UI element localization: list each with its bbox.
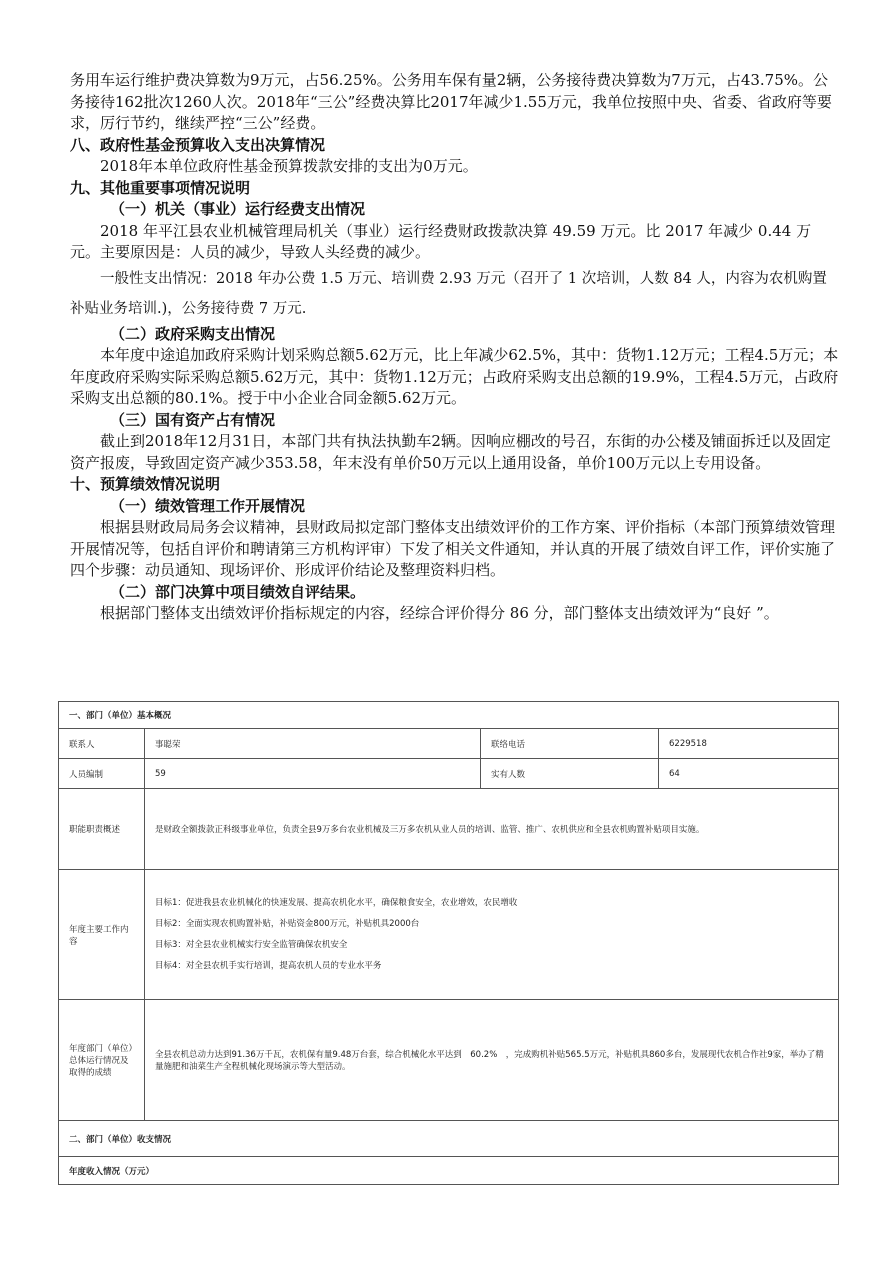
heading-operating-expense: （一）机关（事业）运行经费支出情况: [110, 200, 366, 218]
table-row: [59, 1121, 839, 1157]
department-info-table: [58, 701, 839, 1185]
annual-result-value: 全县农机总动力达到91.36万千瓦，农机保有量9.48万台套，综合机械化水平达到 60.2% ，完成购机补贴565.5万元，补贴机具860多台，发展现代农机合作社9家，举办了精量施肥和油菜生产全程机械化现场演示等大型活动。: [145, 1000, 839, 1121]
staff-quota-value: 59: [145, 759, 481, 789]
duty-value: 是财政全额拨款正科级事业单位，负责全县9万多台农业机械及三万多农机从业人员的培训、监管、推广、农机供应和全县农机购置补贴项目实施。: [145, 789, 839, 870]
heading-state-assets: （三）国有资产占有情况: [110, 410, 276, 429]
contact-value: 事聪荣: [145, 729, 481, 759]
table-row: [59, 1000, 839, 1121]
heading-section-9: 九、其他重要事项情况说明: [70, 178, 251, 197]
goal-item: 目标3：对全县农业机械实行安全监管确保农机安全: [155, 939, 348, 950]
goal-item: 目标1：促进我县农业机械化的快速发展、提高农机化水平，确保粮食安全，农业增效，农民增收: [155, 897, 518, 908]
paragraph-operating-expense: 2018 年平江县农业机械管理局机关（事业）运行经费财政拨款决算 49.59 万元。比 2017 年减少 0.44 万元。主要原因是：人员的减少，导致人头经费的减少。: [70, 221, 812, 261]
staff-quota-label: 人员编制: [59, 759, 145, 789]
annual-result-label: 年度部门（单位）总体运行情况及取得的成绩: [59, 1000, 145, 1121]
table-row: [59, 729, 839, 759]
annual-goals: [145, 870, 839, 1000]
actual-staff-value: 64: [659, 759, 839, 789]
duty-label: 职能职责概述: [59, 789, 145, 870]
body-text: [70, 70, 840, 625]
heading-performance-work: （一）绩效管理工作开展情况: [110, 496, 306, 515]
table-row: [59, 870, 839, 1000]
paragraph-fund-budget: 2018年本单位政府性基金预算拨款安排的支出为0万元。: [100, 157, 478, 175]
annual-income-label: 年度收入情况（万元）: [59, 1157, 839, 1185]
phone-value: 6229518: [659, 729, 839, 759]
section-income-expense: 二、部门（单位）收支情况: [59, 1121, 839, 1157]
phone-label: 联络电话: [481, 729, 659, 759]
paragraph-state-assets: 截止到2018年12月31日，本部门共有执法执勤车2辆。因响应棚改的号召，东街的办公楼及铺面拆迁以及固定资产报废，导致固定资产减少353.58，年末没有单价50万元以上通用设备，单价100万元以上专用设备。: [70, 432, 831, 472]
contact-label: 联系人: [59, 729, 145, 759]
table-row: [59, 1157, 839, 1185]
table-row: [59, 702, 839, 729]
goal-item: 目标4：对全县农机手实行培训，提高农机人员的专业水平务: [155, 960, 382, 971]
heading-self-evaluation: （二）部门决算中项目绩效自评结果。: [110, 582, 366, 601]
annual-work-label: 年度主要工作内容: [59, 870, 145, 1000]
paragraph-procurement: 本年度中途追加政府采购计划采购总额5.62万元，比上年减少62.5%，其中：货物1.12万元；工程4.5万元；本年度政府采购实际采购总额5.62万元，其中：货物1.12万元；占政府采购支出总额的19.9%，工程4.5万元，占政府采购支出总额的80.1%。授于中小企业合同金额5.62万元。: [70, 346, 839, 407]
heading-section-10: 十、预算绩效情况说明: [70, 475, 221, 493]
heading-section-8: 八、政府性基金预算收入支出决算情况: [70, 135, 326, 154]
paragraph-general-expense: 一般性支出情况：2018 年办公费 1.5 万元、培训费 2.93 万元（召开了 1 次培训，人数 84 人，内容为农机购置补贴业务培训.)，公务接待费 7 万元.: [70, 270, 827, 317]
table-row: [59, 789, 839, 870]
paragraph-self-evaluation: 根据部门整体支出绩效评价指标规定的内容，经综合评价得分 86 分，部门整体支出绩效评为“良好 ”。: [100, 604, 779, 622]
paragraph-performance-work: 根据县财政局局务会议精神，县财政局拟定部门整体支出绩效评价的工作方案、评价指标（本部门预算绩效管理开展情况等，包括自评价和聘请第三方机构评审）下发了相关文件通知，并认真的开展了绩效自评工作，评价实施了四个步骤：动员通知、现场评价、形成评价结论及整理资料归档。: [70, 518, 836, 579]
table-row: [59, 759, 839, 789]
heading-procurement: （二）政府采购支出情况: [110, 324, 276, 343]
paragraph-sangong: 务用车运行维护费决算数为9万元，占56.25%。公务用车保有量2辆，公务接待费决算数为7万元，占43.75%。公务接待162批次1260人次。2018年“三公”经费决算比2017年减少1.55万元，我单位按照中央、省委、省政府等要求，厉行节约，继续严控“三公”经费。: [70, 71, 832, 132]
section-basic-overview: 一、部门（单位）基本概况: [59, 702, 839, 729]
actual-staff-label: 实有人数: [481, 759, 659, 789]
goal-item: 目标2：全面实现农机购置补贴，补贴资金800万元，补贴机具2000台: [155, 918, 420, 929]
